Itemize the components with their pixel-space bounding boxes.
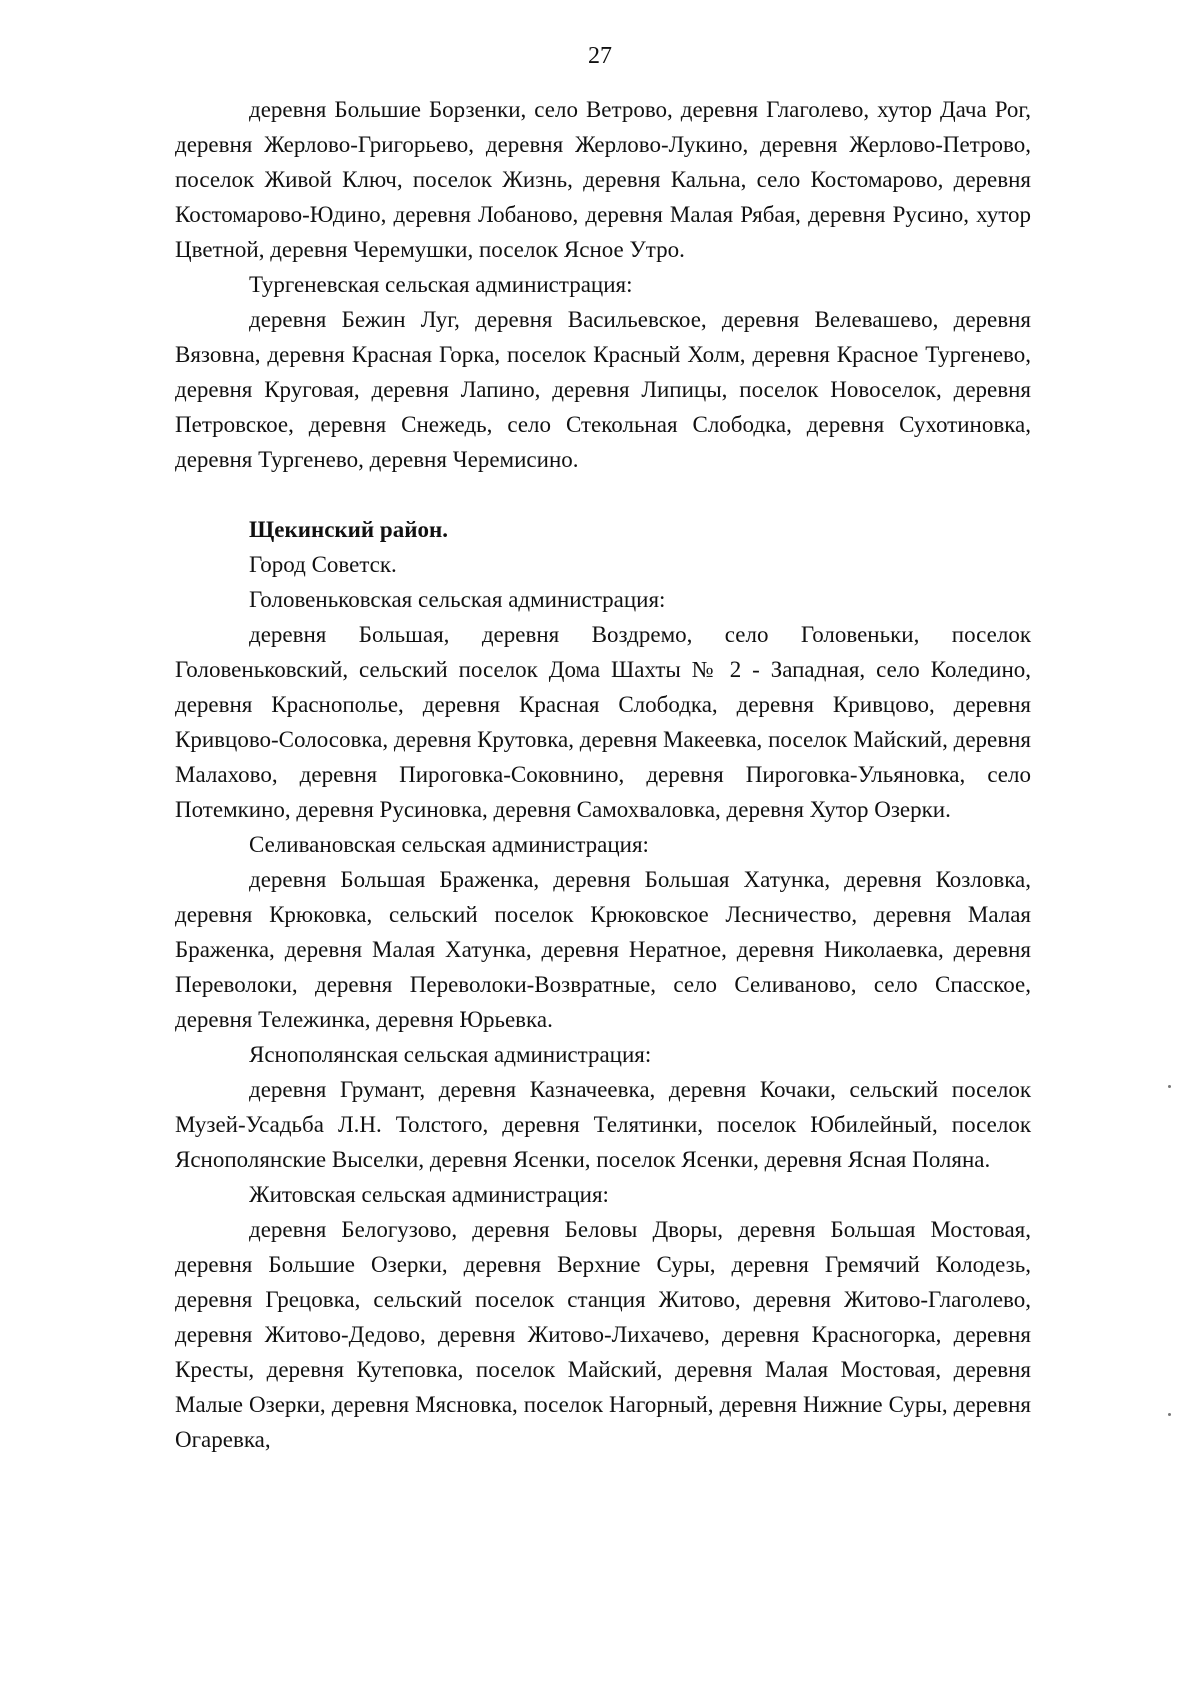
section-gap [175,477,1031,512]
document-body [175,92,1031,1457]
district-heading: Щекинский район. [249,517,448,542]
admin-heading-zhitovskaya: Житовская сельская администрация: [249,1182,609,1207]
admin-heading-selivanovskaya: Селивановская сельская администрация: [249,832,649,857]
scan-speck [1168,1413,1171,1416]
city-line: Город Советск. [249,552,397,577]
scan-speck [1168,1085,1171,1088]
page-number: 27 [588,43,612,69]
paragraph-village-list: деревня Грумант, деревня Казначеевка, деревня Кочаки, сельский поселок Музей-Усадьба Л.Н. Толстого, деревня Телятинки, поселок Юбилейный, поселок Яснополянские Выселки, деревня Ясенки, поселок Ясенки, деревня Ясная Поляна. [175,1077,1031,1172]
paragraph-village-list: деревня Бежин Луг, деревня Васильевское, деревня Велевашево, деревня Вязовна, деревня Красная Горка, поселок Красный Холм, деревня Красное Тургенево, деревня Круговая, деревня Лапино, деревня Липицы, поселок Новоселок, деревня Петровское, деревня Снежедь, село Стекольная Слободка, деревня Сухотиновка, деревня Тургенево, деревня Черемисино. [175,307,1031,472]
admin-heading-golovenkovskaya: Головеньковская сельская администрация: [249,587,666,612]
admin-heading-yasnopolyanskaya: Яснополянская сельская администрация: [249,1042,652,1067]
paragraph-village-list: деревня Большая, деревня Воздремо, село Головеньки, поселок Головеньковский, сельский поселок Дома Шахты № 2 - Западная, село Коледино, деревня Краснополье, деревня Красная Слободка, деревня Кривцово, деревня Кривцово-Солосовка, деревня Крутовка, деревня Макеевка, поселок Майский, деревня Малахово, деревня Пироговка-Соковнино, деревня Пироговка-Ульяновка, село Потемкино, деревня Русиновка, деревня Самохваловка, деревня Хутор Озерки. [175,622,1031,822]
paragraph-village-list: деревня Большие Борзенки, село Ветрово, деревня Глаголево, хутор Дача Рог, деревня Жерлово-Григорьево, деревня Жерлово-Лукино, деревня Жерлово-Петрово, поселок Живой Ключ, поселок Жизнь, деревня Кальна, село Костомарово, деревня Костомарово-Юдино, деревня Лобаново, деревня Малая Рябая, деревня Русино, хутор Цветной, деревня Черемушки, поселок Ясное Утро. [175,97,1031,262]
paragraph-village-list: деревня Большая Браженка, деревня Большая Хатунка, деревня Козловка, деревня Крюковка, сельский поселок Крюковское Лесничество, деревня Малая Браженка, деревня Малая Хатунка, деревня Нератное, деревня Николаевка, деревня Переволоки, деревня Переволоки-Возвратные, село Селиваново, село Спасское, деревня Тележинка, деревня Юрьевка. [175,867,1031,1032]
admin-heading-turgenevskaya: Тургеневская сельская администрация: [249,272,633,297]
paragraph-village-list: деревня Белогузово, деревня Беловы Дворы, деревня Большая Мостовая, деревня Большие Озерки, деревня Верхние Суры, деревня Гремячий Колодезь, деревня Грецовка, сельский поселок станция Житово, деревня Житово-Глаголево, деревня Житово-Дедово, деревня Житово-Лихачево, деревня Красногорка, деревня Кресты, деревня Кутеповка, поселок Майский, деревня Малая Мостовая, деревня Малые Озерки, деревня Мясновка, поселок Нагорный, деревня Нижние Суры, деревня Огаревка, [175,1217,1031,1452]
